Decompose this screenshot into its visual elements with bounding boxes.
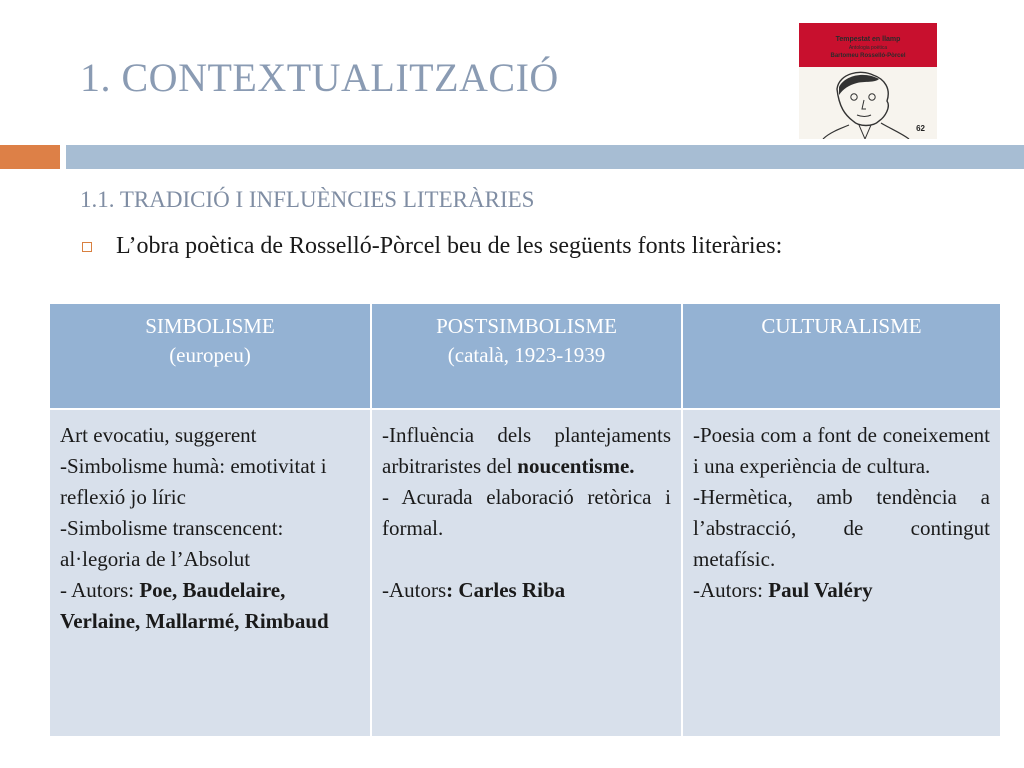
cell-text [382, 420, 671, 482]
header-sublabel: (català, 1923-1939 [447, 343, 606, 367]
header-sublabel: (europeu) [169, 343, 251, 367]
table-header-row [49, 303, 1001, 409]
cell-culturalisme [682, 409, 1001, 737]
cell-text: -Simbolisme humà: emotivitat i reflexió jo líric [60, 454, 327, 509]
cell-postsimbolisme [371, 409, 682, 737]
accent-bar-blue [66, 145, 1024, 169]
header-simbolisme [49, 303, 371, 409]
authors-names: Paul Valéry [768, 578, 873, 602]
square-bullet-icon [82, 242, 92, 252]
cell-bold-term: noucentisme. [517, 454, 635, 478]
cell-spacer [382, 544, 671, 575]
cell-text: Art evocatiu, suggerent [60, 423, 257, 447]
accent-bar-orange [0, 145, 60, 169]
header-label: SIMBOLISME [145, 314, 275, 338]
bullet-item [80, 230, 972, 262]
authors-names: Poe, Baudelaire, Verlaine, Mallarmé, Rimbaud [60, 578, 329, 633]
authors-prefix: - Autors: [60, 578, 140, 602]
book-title: Tempestat en llamp [835, 36, 901, 43]
header-label: CULTURALISME [761, 314, 922, 338]
book-cover-image [799, 23, 937, 139]
bullet-text: L’obra poètica de Rosselló-Pòrcel beu de les següents fonts literàries: [116, 233, 783, 259]
authors-prefix: -Autors [382, 578, 447, 602]
cell-authors [382, 575, 671, 606]
cell-text: -Simbolisme transcencent: al·legoria de l’Absolut [60, 516, 284, 571]
publisher-logo: 62 [916, 124, 925, 133]
authors-prefix: -Autors: [693, 578, 769, 602]
slide-title: 1. CONTEXTUALITZACIÓ [80, 55, 559, 100]
book-author: Bartomeu Rosselló-Pòrcel [830, 53, 906, 59]
header-label: POSTSIMBOLISME [436, 314, 617, 338]
header-postsimbolisme [371, 303, 682, 409]
authors-names: : Carles Riba [446, 578, 566, 602]
section-subtitle: 1.1. TRADICIÓ I INFLUÈNCIES LITERÀRIES [80, 187, 535, 212]
cell-text: - Acurada elaboració retòrica i formal. [382, 485, 671, 540]
influences-table [48, 302, 1002, 738]
cell-text: -Poesia com a font de coneixement i una experiència de cultura. [693, 423, 990, 478]
cell-text-part: -Influència dels plantejaments arbitraristes del [382, 423, 671, 478]
cell-simbolisme [49, 409, 371, 737]
header-culturalisme [682, 303, 1001, 409]
book-subtitle: Antologia poètica [848, 45, 888, 51]
cell-text: -Hermètica, amb tendència a l’abstracció, de contingut metafísic. [693, 485, 990, 571]
book-cover-band [799, 23, 937, 67]
table-body-row [49, 409, 1001, 737]
cell-authors [693, 575, 990, 606]
cell-authors [60, 575, 360, 637]
